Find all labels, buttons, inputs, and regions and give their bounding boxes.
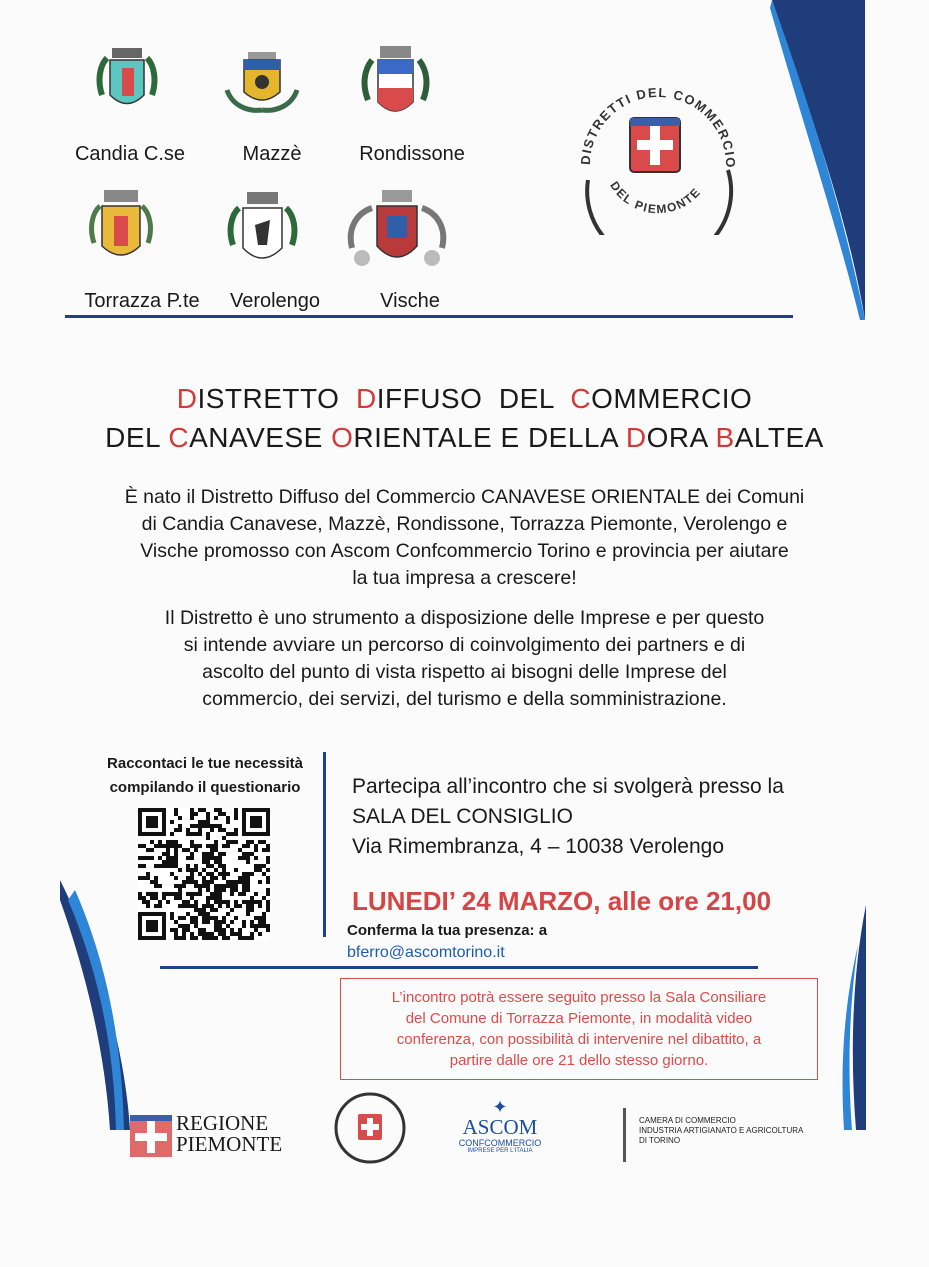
questionnaire-label: Raccontaci le tue necessità compilando il questionario [107,755,303,796]
confirm-label: Conferma la tua presenza: a [347,922,548,939]
title-segment: ORA [646,422,716,453]
crest-mazze-icon [222,50,302,115]
bottom-right-swoosh [838,905,868,1130]
crest-candia-icon [92,40,162,135]
distretti-commercio-seal [568,70,748,235]
title-segment: D [355,383,377,414]
title-segment: IFFUSO DEL [376,383,571,414]
vertical-divider [323,752,326,937]
event-date: LUNEDI’ 24 MARZO, alle ore 21,00 [352,886,772,916]
qr-code[interactable] [138,808,270,945]
title-segment: ANAVESE [189,422,332,453]
title-segment: D [176,383,198,414]
title-segment: B [715,422,735,453]
crest-torrazza-icon [86,188,156,278]
bottom-divider [160,966,758,969]
title-segment: OMMERCIO [591,383,753,414]
crest-verolengo-icon [225,190,300,285]
title-segment: D [625,422,647,453]
town-name: Torrazza P.te [84,290,200,312]
town-name: Mazzè [242,143,302,165]
distretti-small-seal-icon [330,1090,410,1171]
top-right-swoosh [760,0,870,325]
streaming-notice-box: L’incontro potrà essere seguito presso la Sala Consiliare del Comune di Torrazza Piemonte, in modalità video conferenza, con possibilità di intervenire nel dibattito, a partire dalle ore 21 dello stesso giorno. [340,978,818,1080]
title-segment: RIENTALE E DELLA [353,422,626,453]
title-segment: C [168,422,190,453]
svg-text:DEL PIEMONTE [607,179,703,217]
event-info [352,772,784,862]
contact-email-link[interactable]: bferro@ascomtorino.it [347,944,505,961]
event-address: Via Rimembranza, 4 – 10038 Verolengo [352,835,725,858]
intro-paragraph: È nato il Distretto Diffuso del Commercio CANAVESE ORIENTALE dei Comuni di Candia Canavese, Mazzè, Rondissone, Torrazza Piemonte, Verolengo e Vische promosso con Ascom Confcommercio Torino e provincia per aiutare la tua impresa a crescere! [124,486,805,589]
title-segment: ISTRETTO [197,383,356,414]
event-venue: SALA DEL CONSIGLIO [352,805,573,828]
title-segment: DEL [105,422,169,453]
town-name: Vische [380,290,440,312]
title-segment: O [331,422,354,453]
crest-vische-icon [342,188,452,278]
crest-rondissone-icon [358,40,433,140]
bottom-left-swoosh [60,880,135,1130]
main-title-line1 [0,383,929,415]
ascom-logo: ✦ ASCOM CONFCOMMERCIO IMPRESE PER L'ITALIA [455,1098,545,1155]
title-segment: ALTEA [734,422,824,453]
main-title-line2 [0,422,929,454]
camera-mole-icon [623,1108,626,1162]
town-name: Candia C.se [74,143,186,165]
event-intro: Partecipa all’incontro che si svolgerà presso la [352,775,784,798]
regione-flag-icon [130,1115,172,1157]
seal-top-text: DISTRETTI DEL COMMERCIO [577,84,739,170]
top-divider [65,315,793,318]
title-segment: C [570,383,592,414]
seal-bottom-text: DEL PIEMONTE [607,178,704,217]
town-name: Verolengo [229,290,321,312]
town-name: Rondissone [359,143,465,165]
ascom-eagle-icon: ✦ [492,1097,508,1117]
distretto-paragraph: Il Distretto è uno strumento a disposizione delle Imprese e per questo si intende avviare un percorso di coinvolgimento dei partners e di ascolto del punto di vista rispetto ai bisogni delle Imprese del commercio, dei servizi, del turismo e della somministrazione. [164,607,765,710]
